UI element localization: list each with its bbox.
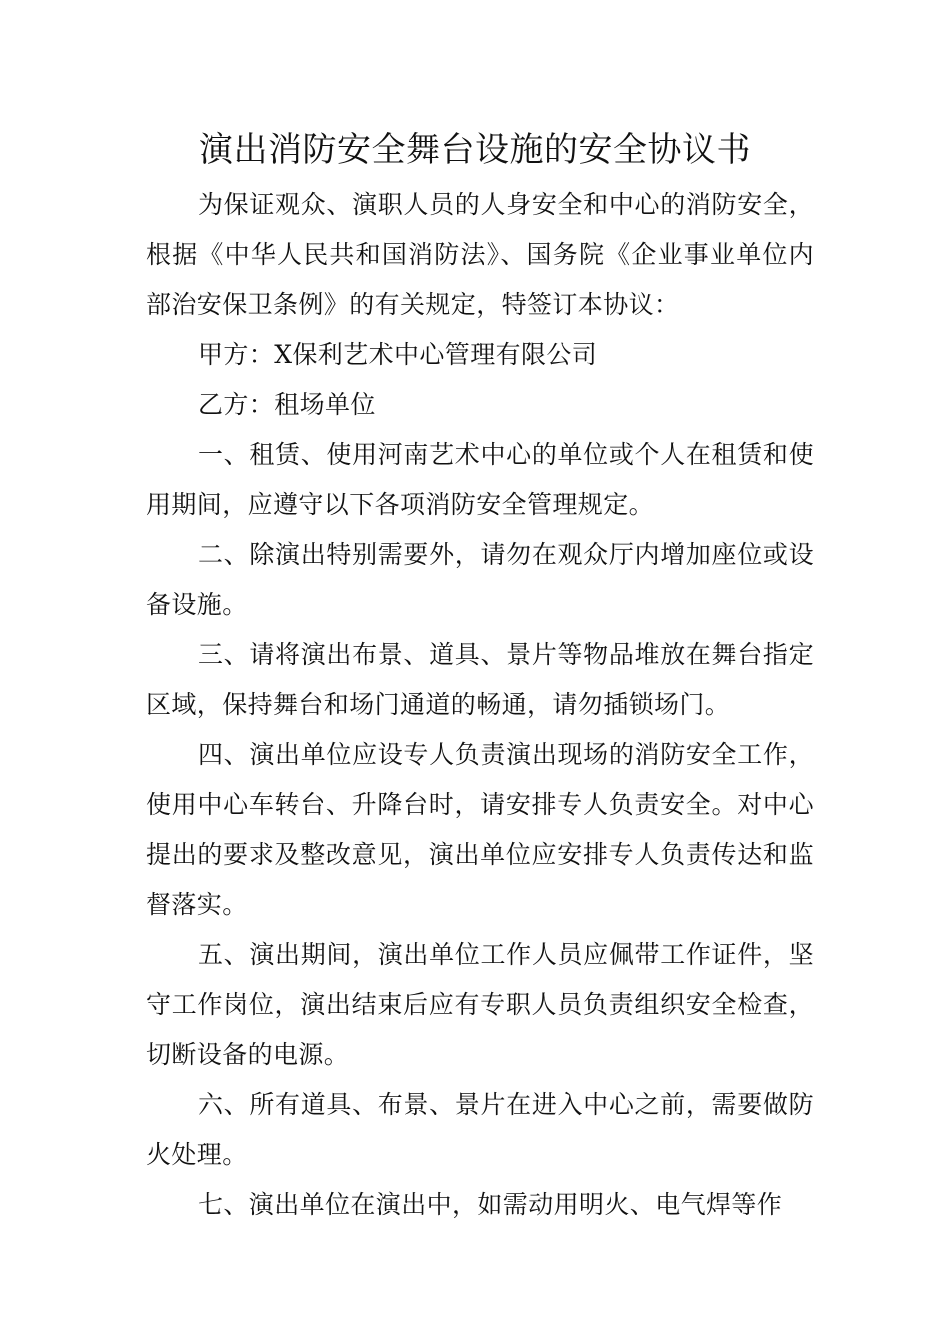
clause-4-paragraph: 四、演出单位应设专人负责演出现场的消防安全工作，使用中心车转台、升降台时，请安排专人负责安全。对中心提出的要求及整改意见，演出单位应安排专人负责传达和监督落实。 (146, 740, 814, 919)
clause-6-paragraph: 六、所有道具、布景、景片在进入中心之前，需要做防火处理。 (146, 1090, 814, 1169)
party-b-line: 乙方：租场单位 (198, 390, 376, 419)
document-title: 演出消防安全舞台设施的安全协议书 (199, 130, 751, 170)
party-a-line: 甲方：X保利艺术中心管理有限公司 (198, 340, 598, 369)
clause-5-paragraph: 五、演出期间，演出单位工作人员应佩带工作证件，坚守工作岗位，演出结束后应有专职人员负责组织安全检查，切断设备的电源。 (146, 940, 814, 1069)
clause-1-paragraph: 一、租赁、使用河南艺术中心的单位或个人在租赁和使用期间，应遵守以下各项消防安全管理规定。 (146, 440, 814, 519)
document-body (146, 180, 814, 1230)
clause-2-paragraph: 二、除演出特别需要外，请勿在观众厅内增加座位或设备设施。 (146, 540, 814, 619)
clause-7-paragraph: 七、演出单位在演出中，如需动用明火、电气焊等作 (198, 1190, 783, 1219)
intro-paragraph: 为保证观众、演职人员的人身安全和中心的消防安全，根据《中华人民共和国消防法》、国务院《企业事业单位内部治安保卫条例》的有关规定，特签订本协议： (146, 190, 814, 319)
clause-3-paragraph: 三、请将演出布景、道具、景片等物品堆放在舞台指定区域，保持舞台和场门通道的畅通，请勿插锁场门。 (146, 640, 814, 719)
